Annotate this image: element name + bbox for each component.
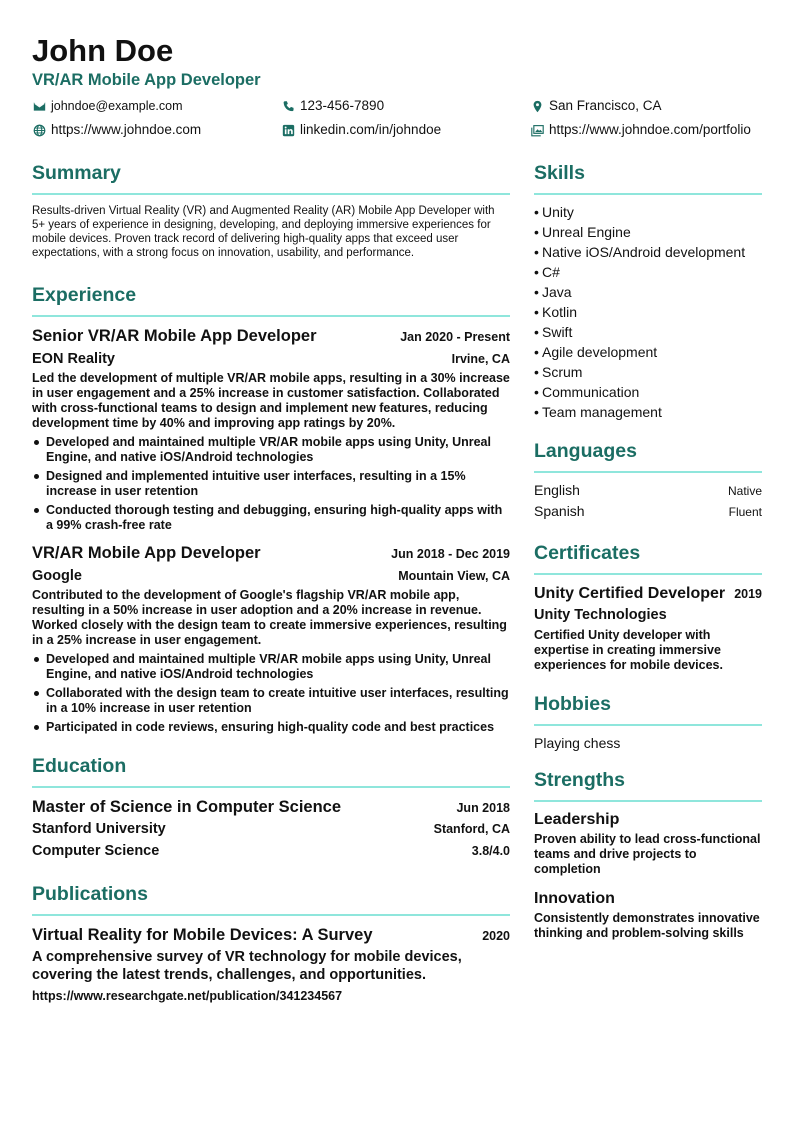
phone-icon (281, 99, 295, 113)
contact-portfolio[interactable] (530, 122, 751, 138)
experience-entry (32, 326, 510, 533)
job-role: Senior VR/AR Mobile App Developer (32, 327, 317, 345)
job-dates: Jan 2020 - Present (400, 330, 510, 344)
job-title: VR/AR Mobile App Developer (32, 71, 261, 89)
company-name: EON Reality (32, 351, 115, 367)
language-level: Fluent (728, 505, 762, 519)
skills-section (534, 160, 762, 422)
list-item: Designed and implemented intuitive user interfaces, resulting in a 15% increase in user retention (32, 469, 510, 499)
language-row (534, 501, 762, 522)
bullet-icon: • (534, 204, 539, 220)
skill-item (534, 282, 762, 302)
skill-item (534, 202, 762, 222)
skill-item (534, 382, 762, 402)
contact-location[interactable] (530, 98, 662, 114)
email-icon (32, 99, 46, 113)
bullet-icon: • (534, 244, 539, 260)
portfolio-text: https://www.johndoe.com/portfolio (549, 122, 751, 137)
language-name: Spanish (534, 503, 585, 519)
map-pin-icon (530, 99, 544, 113)
contact-website[interactable] (32, 122, 201, 138)
strength-name: Innovation (534, 890, 615, 907)
job-dates: Jun 2018 - Dec 2019 (391, 547, 510, 561)
phone-text: 123-456-7890 (300, 98, 385, 113)
bullet-icon: • (534, 384, 539, 400)
list-item: Participated in code reviews, ensuring high-quality code and best practices (32, 720, 510, 735)
candidate-name: John Doe (32, 33, 174, 68)
hobbies-section (534, 691, 762, 753)
globe-icon (32, 123, 46, 137)
bullet-icon: • (534, 344, 539, 360)
skill-item (534, 302, 762, 322)
education-section (32, 753, 510, 861)
language-name: English (534, 482, 580, 498)
strength-description: Consistently demonstrates innovative thinking and problem-solving skills (534, 911, 760, 940)
publication-title: Virtual Reality for Mobile Devices: A Survey (32, 926, 373, 944)
contact-phone[interactable] (281, 98, 384, 114)
skill-label: Team management (542, 404, 662, 420)
linkedin-icon (281, 123, 295, 137)
list-item: Collaborated with the design team to create intuitive user interfaces, resulting in a 10% increase in user retention (32, 686, 510, 716)
certificate-name: Unity Certified Developer (534, 585, 726, 602)
languages-section (534, 438, 762, 522)
side-column (534, 160, 762, 941)
skill-label: Unreal Engine (542, 224, 631, 240)
skill-label: Unity (542, 204, 574, 220)
bullet-icon: • (534, 404, 539, 420)
strength-item (534, 889, 762, 941)
summary-text: Results-driven Virtual Reality (VR) and Augmented Reality (AR) Mobile App Developer with 5+ years of experience in designing, developing, and deploying immersive experiences for mobile devices. Proven track record of delivering high-quality apps that exceed user expectations, with a strong focus on innovation, usability, and performance. (32, 205, 495, 259)
list-item: Developed and maintained multiple VR/AR mobile apps using Unity, Unreal Engine, and native iOS/Android technologies (32, 652, 510, 682)
skills-heading: Skills (534, 160, 762, 195)
education-heading: Education (32, 753, 510, 788)
field-of-study: Computer Science (32, 843, 160, 859)
skill-label: Native iOS/Android development (542, 244, 746, 260)
company-name: Google (32, 568, 82, 584)
skill-label: Kotlin (542, 304, 578, 320)
list-item: Developed and maintained multiple VR/AR mobile apps using Unity, Unreal Engine, and native iOS/Android technologies (32, 435, 510, 465)
job-role: VR/AR Mobile App Developer (32, 544, 261, 562)
school-location: Stanford, CA (433, 822, 510, 836)
email-text: johndoe@example.com (51, 99, 183, 113)
skill-label: Agile development (542, 344, 658, 360)
job-bullets (32, 652, 510, 735)
contact-email[interactable] (32, 98, 183, 114)
location-text: San Francisco, CA (549, 98, 662, 113)
skill-item (534, 362, 762, 382)
skills-list (534, 202, 762, 422)
hobby-item: Playing chess (534, 735, 621, 751)
certificates-heading: Certificates (534, 540, 762, 575)
skill-item (534, 262, 762, 282)
hobbies-heading: Hobbies (534, 691, 762, 726)
certificate-year: 2019 (734, 587, 762, 601)
publications-heading: Publications (32, 881, 510, 916)
skill-item (534, 322, 762, 342)
skill-item (534, 342, 762, 362)
bullet-icon: • (534, 364, 539, 380)
experience-entry (32, 543, 510, 735)
languages-heading: Languages (534, 438, 762, 473)
bullet-icon: • (534, 284, 539, 300)
job-description: Contributed to the development of Google's flagship VR/AR mobile app, resulting in a 50% increase in user adoption and a 20% increase in revenue. Worked closely with the design team to create immersive experiences, resulting in a 25% increase in user engagement. (32, 588, 507, 647)
school-name: Stanford University (32, 821, 166, 837)
strengths-heading: Strengths (534, 767, 762, 802)
skill-label: Scrum (542, 364, 583, 380)
gpa: 3.8/4.0 (471, 844, 510, 858)
experience-section (32, 282, 510, 735)
skill-label: Java (542, 284, 572, 300)
contact-linkedin[interactable] (281, 122, 441, 138)
skill-label: Communication (542, 384, 640, 400)
degree-title: Master of Science in Computer Science (32, 798, 342, 816)
skill-label: Swift (542, 324, 573, 340)
strength-item (534, 810, 762, 877)
skill-item (534, 242, 762, 262)
certificates-section (534, 540, 762, 673)
portfolio-icon (530, 123, 544, 137)
website-text: https://www.johndoe.com (51, 122, 202, 137)
bullet-icon: • (534, 224, 539, 240)
education-date: Jun 2018 (456, 801, 510, 815)
bullet-icon: • (534, 324, 539, 340)
main-column (32, 160, 510, 1004)
list-item: Conducted thorough testing and debugging, ensuring high-quality apps with a 99% crash-free rate (32, 503, 510, 533)
certificate-description: Certified Unity developer with expertise in creating immersive experiences for mobile devices. (534, 628, 723, 672)
job-bullets (32, 435, 510, 533)
summary-heading: Summary (32, 160, 510, 195)
skill-item (534, 222, 762, 242)
bullet-icon: • (534, 264, 539, 280)
publications-section (32, 881, 510, 1004)
bullet-icon: • (534, 304, 539, 320)
experience-heading: Experience (32, 282, 510, 317)
company-location: Mountain View, CA (398, 569, 510, 583)
skill-item (534, 402, 762, 422)
skill-label: C# (542, 264, 560, 280)
certificate-issuer: Unity Technologies (534, 607, 667, 623)
job-description: Led the development of multiple VR/AR mobile apps, resulting in a 30% increase in user engagement and a 25% increase in customer satisfaction. Collaborated with cross-functional teams to design and implement new features, reducing development time by 40% and improving app ratings by 20%. (32, 371, 510, 430)
publication-link[interactable]: https://www.researchgate.net/publication/341234567 (32, 989, 343, 1003)
publication-year: 2020 (482, 929, 510, 943)
language-row (534, 480, 762, 501)
strengths-section (534, 767, 762, 941)
publication-description: A comprehensive survey of VR technology for mobile devices, covering the latest trends, challenges, and opportunities. (32, 949, 462, 983)
linkedin-text: linkedin.com/in/johndoe (300, 122, 442, 137)
summary-section (32, 160, 510, 260)
company-location: Irvine, CA (451, 352, 510, 366)
language-level: Native (727, 484, 762, 498)
strength-description: Proven ability to lead cross-functional teams and drive projects to completion (534, 832, 761, 876)
strength-name: Leadership (534, 811, 620, 828)
